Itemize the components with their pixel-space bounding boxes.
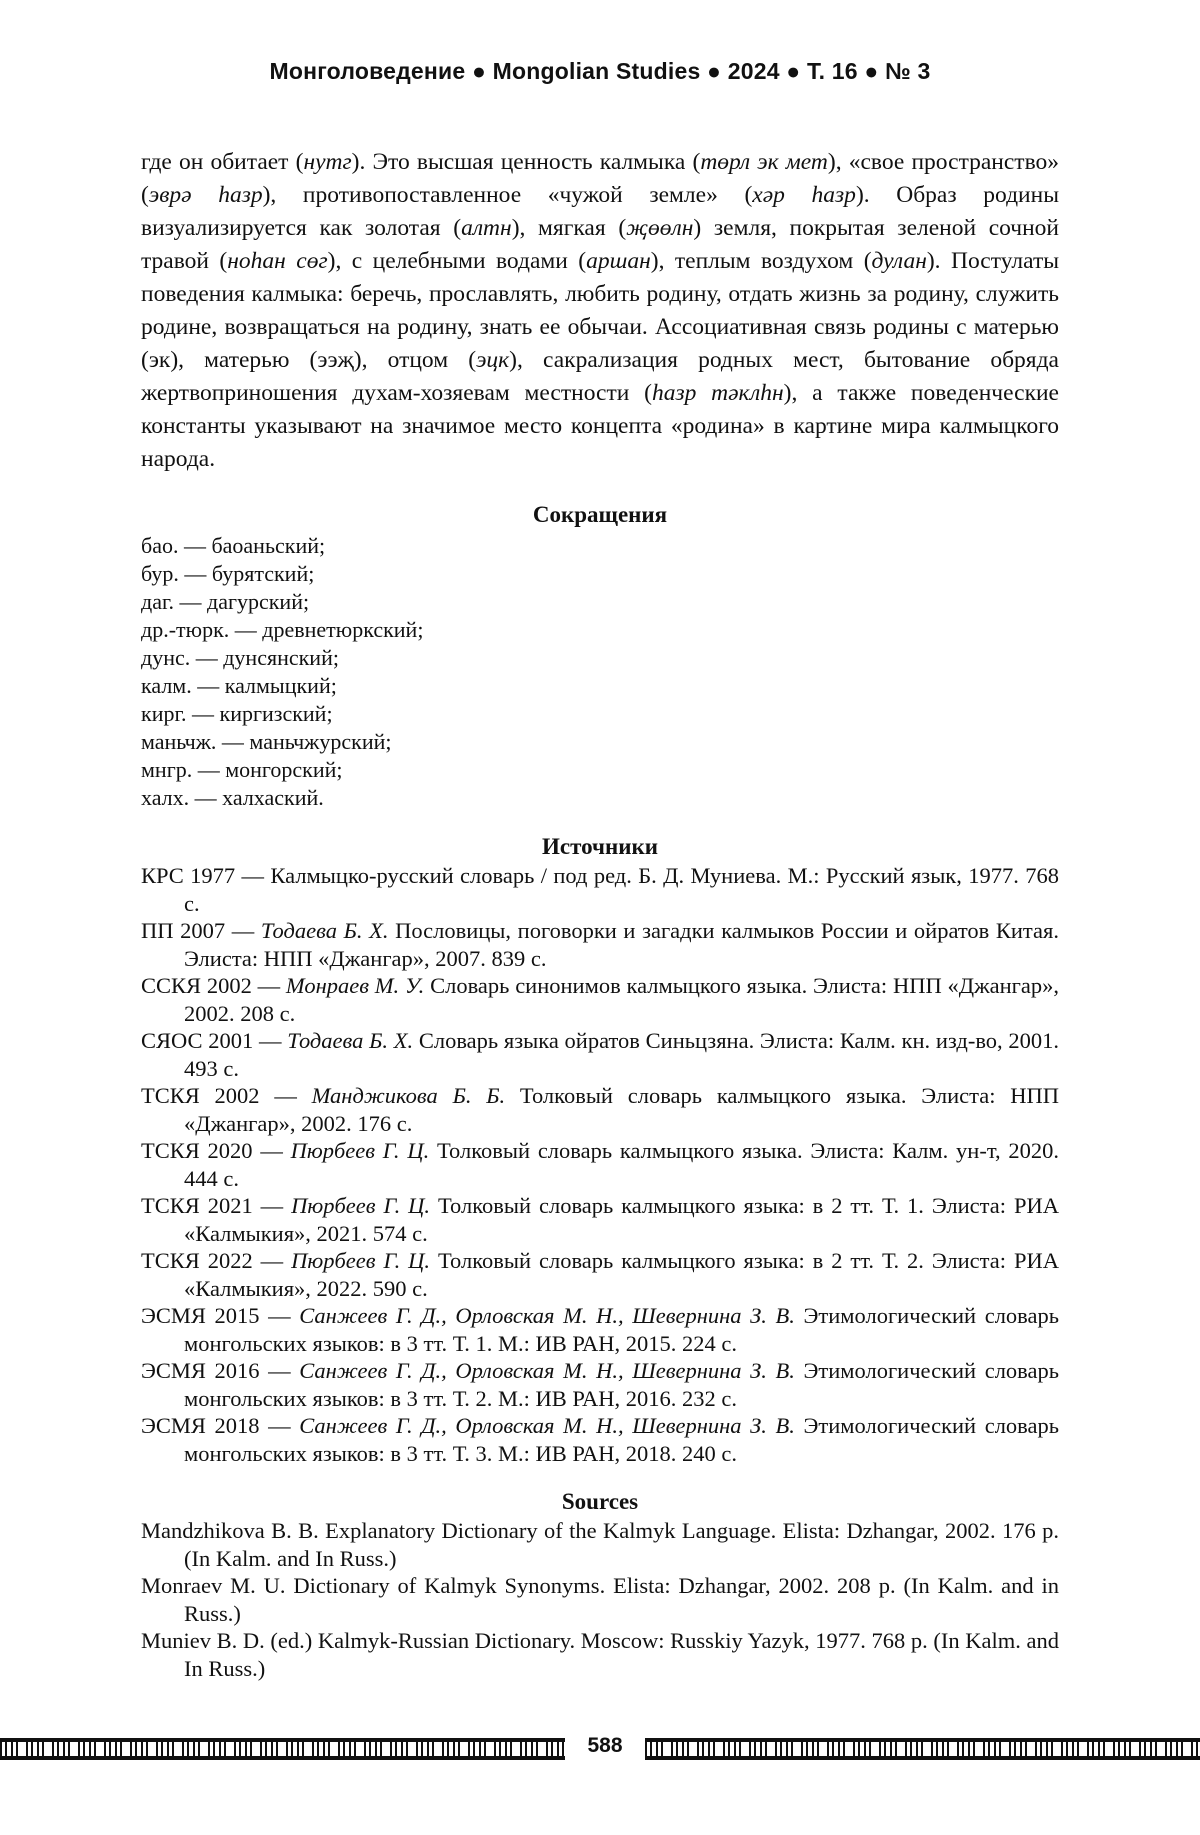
text-run: ). Это высшая ценность калмыка ( (351, 149, 701, 175)
sources-en-title: Sources (561, 1489, 639, 1514)
abbreviation-item: дунс. — дунсянский; (141, 645, 339, 670)
text-run: ССКЯ 2002 — (141, 973, 286, 998)
text-run: ПП 2007 — (141, 918, 261, 943)
text-run: Толковый словарь калмыцкого языка. Элиста: НПП «Джангар», 2002. 176 с. (184, 1083, 1059, 1136)
italic-term: эврә һазр (148, 182, 263, 208)
italic-term: Санжеев Г. Д., Орловская М. Н., Шевернина З. В. (299, 1413, 795, 1438)
text-run: Muniev B. D. (ed.) Kalmyk-Russian Dictionary. Moscow: Russkiy Yazyk, 1977. 768 p. (In Kalm. and In Russ.) (141, 1628, 1059, 1681)
text-run: ТСКЯ 2022 — (141, 1248, 292, 1273)
text-run: Этимологический словарь монгольских языков: в 3 тт. Т. 3. М.: ИВ РАН, 2018. 240 с. (184, 1413, 1059, 1466)
text-run: ТСКЯ 2021 — (141, 1193, 292, 1218)
sources-ru-title: Источники (542, 834, 658, 859)
reference-item (141, 1302, 1059, 1357)
italic-term: эцк (476, 347, 510, 373)
italic-term: нутг (303, 149, 352, 175)
running-header: Монголоведение ● Mongolian Studies ● 2024 ● Т. 16 ● № 3 (269, 58, 931, 84)
text-run: ), «свое пространство» ( (141, 149, 1060, 208)
text-run: Пословицы, поговорки и загадки калмыков России и ойратов Китая. Элиста: НПП «Джангар», 2007. 839 с. (184, 918, 1059, 971)
italic-term: хәр һазр (752, 182, 856, 208)
reference-item (141, 1082, 1059, 1137)
abbreviation-item: кирг. — киргизский; (141, 701, 333, 726)
italic-term: ноһан сөг (227, 248, 328, 274)
text-run: ), сакрализация родных мест, бытование обряда жертвоприношения духам-хозяевам местности ( (141, 347, 1059, 406)
italic-term: җөөлн (626, 215, 694, 241)
text-run: ЭСМЯ 2018 — (141, 1413, 300, 1438)
reference-item (141, 1412, 1059, 1467)
text-run: Этимологический словарь монгольских языков: в 3 тт. Т. 1. М.: ИВ РАН, 2015. 224 с. (184, 1303, 1059, 1356)
abbreviation-item: др.-тюрк. — древнетюркский; (141, 617, 424, 642)
abbreviations-title: Сокращения (532, 502, 668, 527)
text-run: ЭСМЯ 2015 — (141, 1303, 300, 1328)
text-run: КРС 1977 — Калмыцко-русский словарь / под ред. Б. Д. Муниева. М.: Русский язык, 1977. 768 с. (141, 863, 1059, 916)
text-run: Monraev M. U. Dictionary of Kalmyk Synonyms. Elista: Dzhangar, 2002. 208 p. (In Kalm. and in Russ.) (141, 1573, 1059, 1626)
italic-term: төрл эк мет (700, 149, 828, 175)
text-run: ТСКЯ 2020 — (141, 1138, 291, 1163)
reference-item (141, 1027, 1059, 1082)
italic-term: һазр тәклһн (651, 380, 784, 406)
reference-item (141, 1517, 1059, 1572)
abbreviation-item: даг. — дагурский; (141, 589, 310, 614)
reference-item (141, 1137, 1059, 1192)
abbreviations-list (141, 532, 1059, 812)
text-run: ), а также поведенческие константы указывают на значимое место концепта «родина» в картине мира калмыцкого народа. (141, 380, 1059, 472)
text-run: Этимологический словарь монгольских языков: в 3 тт. Т. 2. М.: ИВ РАН, 2016. 232 с. (184, 1358, 1059, 1411)
italic-term: аршан (586, 248, 651, 274)
sources-ru-list (141, 862, 1059, 1467)
italic-term: Пюрбеев Г. Ц. (290, 1138, 430, 1163)
reference-item (141, 1627, 1059, 1682)
abbreviation-item: халх. — халхаский. (141, 785, 324, 810)
reference-item (141, 1357, 1059, 1412)
italic-term: Тодаева Б. Х. (260, 918, 389, 943)
italic-term: Манджикова Б. Б. (311, 1083, 506, 1108)
text-run: ) земля, покрытая зеленой сочной травой ( (141, 215, 1059, 274)
abbreviation-item: бур. — бурятский; (141, 561, 315, 586)
text-run: ), противопоставленное «чужой земле» ( (262, 182, 753, 208)
page-footer (0, 1734, 1200, 1760)
italic-term: дулан (871, 248, 927, 274)
text-run: ЭСМЯ 2016 — (141, 1358, 300, 1383)
reference-item (141, 1247, 1059, 1302)
abbreviation-item: бао. — баоаньский; (141, 533, 326, 558)
italic-term: Монраев М. У. (285, 973, 425, 998)
abbreviation-item: мнгр. — монгорский; (141, 757, 343, 782)
abbreviation-item: калм. — калмыцкий; (141, 673, 337, 698)
page-content (141, 146, 1059, 1682)
italic-term: Санжеев Г. Д., Орловская М. Н., Шевернина З. В. (299, 1358, 795, 1383)
text-run: Толковый словарь калмыцкого языка: в 2 тт. Т. 1. Элиста: РИА «Калмыкия», 2021. 574 с. (184, 1193, 1059, 1246)
footer-ornament-left (0, 1738, 565, 1760)
text-run: Словарь синонимов калмыцкого языка. Элиста: НПП «Джангар», 2002. 208 с. (184, 973, 1059, 1026)
italic-term: алтн (461, 215, 512, 241)
text-run: ), теплым воздухом ( (650, 248, 872, 274)
reference-item (141, 862, 1059, 917)
italic-term: Пюрбеев Г. Ц. (291, 1193, 431, 1218)
reference-item (141, 972, 1059, 1027)
footer-ornament-right (645, 1738, 1200, 1760)
text-run: ), мягкая ( (511, 215, 627, 241)
text-run: где он обитает ( (141, 149, 304, 175)
page-number: 588 (587, 1734, 623, 1757)
reference-item (141, 1572, 1059, 1627)
text-run: ). Образ родины визуализируется как золотая ( (141, 182, 1059, 241)
abbreviation-item: маньчж. — маньчжурский; (141, 729, 392, 754)
text-run: ). Постулаты поведения калмыка: беречь, прославлять, любить родину, отдать жизнь за родину, служить родине, возвращаться на родину, знать ее обычаи. Ассоциативная связь родины с матерью (эк), матерью (ээҗ), отцом ( (141, 248, 1060, 373)
italic-term: Санжеев Г. Д., Орловская М. Н., Шевернина З. В. (299, 1303, 795, 1328)
text-run: СЯОС 2001 — (141, 1028, 288, 1053)
italic-term: Тодаева Б. Х. (287, 1028, 414, 1053)
reference-item (141, 1192, 1059, 1247)
text-run: Словарь языка ойратов Синьцзяна. Элиста: Калм. кн. изд-во, 2001. 493 с. (184, 1028, 1060, 1081)
text-run: Mandzhikova B. B. Explanatory Dictionary of the Kalmyk Language. Elista: Dzhangar, 2002. 176 p. (In Kalm. and In Russ.) (141, 1518, 1059, 1571)
reference-item (141, 917, 1059, 972)
italic-term: Пюрбеев Г. Ц. (291, 1248, 431, 1273)
text-run: ), с целебными водами ( (327, 248, 587, 274)
text-run: Толковый словарь калмыцкого языка. Элиста: Калм. ун-т, 2020. 444 с. (184, 1138, 1059, 1191)
text-run: ТСКЯ 2002 — (141, 1083, 312, 1108)
sources-en-list (141, 1517, 1059, 1682)
body-paragraph (141, 146, 1059, 476)
text-run: Толковый словарь калмыцкого языка: в 2 тт. Т. 2. Элиста: РИА «Калмыкия», 2022. 590 с. (184, 1248, 1059, 1301)
